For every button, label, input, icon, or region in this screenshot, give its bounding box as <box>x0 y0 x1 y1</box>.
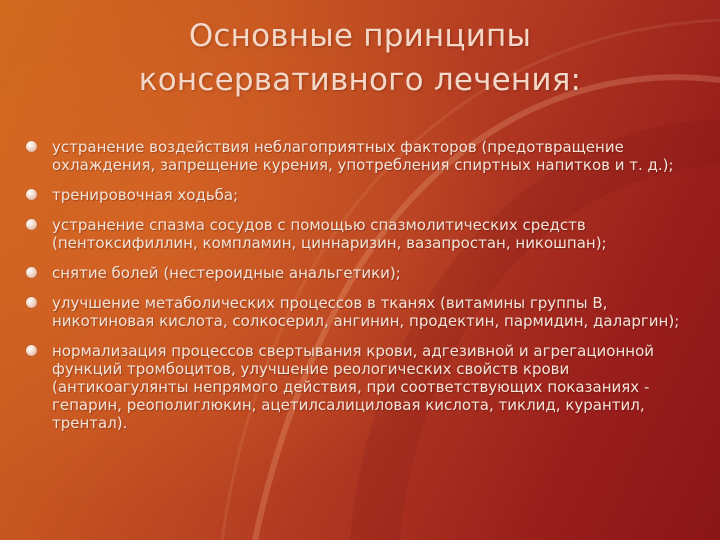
list-item <box>26 294 694 330</box>
list-item-text: снятие болей (нестероидные анальгетики); <box>52 264 401 282</box>
title-line-2: консервативного лечения: <box>138 62 582 98</box>
list-item <box>26 138 694 174</box>
list-item <box>26 186 694 204</box>
list-item-text: устранение спазма сосудов с помощью спазмолитических средств (пентоксифиллин, компламин, циннаризин, вазапростан, никошпан); <box>52 216 607 252</box>
list-item-text: тренировочная ходьба; <box>52 186 239 204</box>
slide-title <box>60 14 660 102</box>
bullet-dot-icon <box>26 189 37 200</box>
list-item <box>26 216 694 252</box>
title-line-1: Основные принципы <box>188 18 532 54</box>
bullet-dot-icon <box>26 141 37 152</box>
list-item-text: устранение воздействия неблагоприятных факторов (предотвращение охлаждения, запрещение курения, употребления спиртных напитков и т. д.); <box>52 138 674 174</box>
list-item <box>26 342 694 432</box>
bullet-list <box>26 138 694 444</box>
list-item <box>26 264 694 282</box>
bullet-dot-icon <box>26 219 37 230</box>
list-item-text: нормализация процессов свертывания крови, адгезивной и агрегационной функций тромбоцитов, улучшение реологических свойств крови (антикоагулянты непрямого действия, при соответствующих показаниях - гепарин, реополиглюкин, ацетилсалициловая кислота, тиклид, курантил, трентал). <box>52 342 654 432</box>
bullet-dot-icon <box>26 345 37 356</box>
bullet-dot-icon <box>26 297 37 308</box>
list-item-text: улучшение метаболических процессов в тканях (витамины группы В, никотиновая кислота, солкосерил, ангинин, продектин, пармидин, даларгин); <box>52 294 680 330</box>
bullet-dot-icon <box>26 267 37 278</box>
